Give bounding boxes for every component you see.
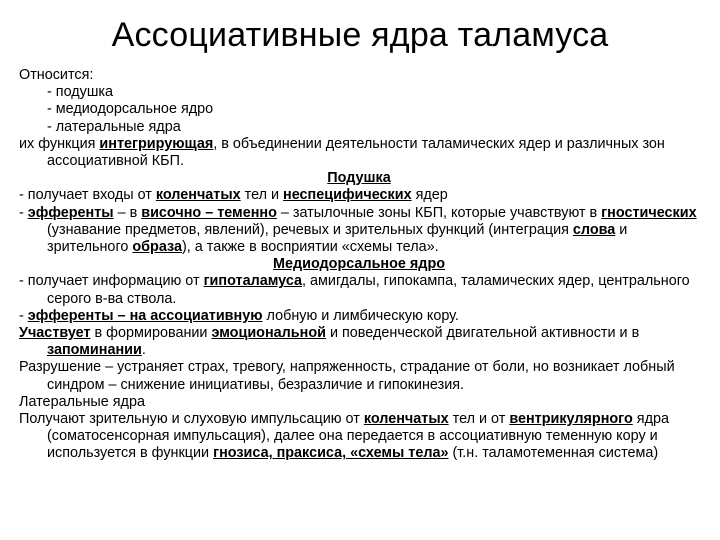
- text: , в объединении деятельности таламических ядер и различных зон ассоциативной КБП.: [47, 135, 665, 170]
- pulvinar-heading: [19, 170, 699, 187]
- text: -: [19, 204, 28, 221]
- emphasis: эфференты: [27, 204, 114, 221]
- md-heading: [19, 256, 699, 273]
- emphasis: эфференты: [27, 307, 114, 324]
- list-item: - латеральные ядра: [47, 118, 181, 135]
- text: Получают зрительную и слуховую импульсацию от: [19, 411, 364, 428]
- text: ядер: [411, 187, 448, 204]
- text: , амигдалы, гипокампа, таламических ядер, центрального серого в-ва ствола.: [47, 273, 690, 307]
- emphasis: слова: [572, 221, 616, 238]
- text: ядра (соматосенсорная импульсация), далее она передается в ассоциативную теменную кору и используется в функции: [47, 411, 669, 462]
- text: тел и: [240, 187, 284, 204]
- pulvinar-line-1: [19, 187, 699, 204]
- emphasis: ассоциативную: [150, 307, 263, 324]
- text: тел и от: [448, 411, 510, 428]
- text: - получает информацию от: [19, 273, 204, 290]
- function-paragraph: [19, 136, 699, 170]
- emphasis: неспецифических: [283, 187, 412, 204]
- emphasis: гипоталамуса: [203, 273, 303, 290]
- list-item: - подушка: [47, 84, 114, 101]
- text: (т.н. таламотеменная система): [448, 445, 659, 462]
- md-line-3: [19, 325, 699, 359]
- md-line-2: [19, 308, 699, 325]
- emphasis: височно – теменно: [141, 204, 277, 221]
- md-line-4: Разрушение – устраняет страх, тревогу, напряженность, страдание от боли, но возникает лобный синдром – снижение инициативы, безразличие и гипокинезия.: [19, 359, 675, 393]
- emphasis: эмоциональной: [211, 325, 326, 342]
- text: -: [19, 307, 28, 324]
- text: – затылочные зоны КБП, которые учавствуют в: [276, 204, 602, 221]
- relates-line: Относится:: [19, 67, 94, 83]
- lat-heading: Латеральные ядра: [19, 393, 145, 410]
- emphasis: образа: [132, 239, 182, 256]
- text: их функция: [19, 135, 100, 152]
- slide-title: Ассоциативные ядра таламуса: [111, 16, 609, 54]
- pulvinar-line-2: [19, 205, 699, 257]
- heading-text: Медиодорсальное ядро: [272, 256, 446, 273]
- heading-text: Подушка: [327, 170, 391, 187]
- text: лобную и лимбическую кору.: [262, 307, 459, 324]
- text: и зрительного: [47, 221, 628, 256]
- md-line-1: [19, 273, 699, 307]
- emphasis: вентрикулярного: [509, 411, 633, 428]
- text: и поведенческой двигательной активности и в: [325, 325, 640, 342]
- text: (узнавание предметов, явлений), речевых и зрительных функций (интеграция: [47, 221, 573, 238]
- text: – в: [113, 204, 142, 221]
- emphasis: коленчатых: [155, 187, 241, 204]
- text: .: [141, 342, 146, 359]
- text: - получает входы от: [19, 187, 156, 204]
- emphasis: запоминании: [47, 342, 142, 359]
- emphasis: гностических: [601, 204, 697, 221]
- emphasis: Участвует: [19, 325, 91, 342]
- text: ), а также в восприятии «схемы тела».: [182, 239, 439, 256]
- list-item: - медиодорсальное ядро: [47, 101, 214, 118]
- emphasis: коленчатых: [363, 411, 449, 428]
- text: в формировании: [90, 325, 212, 342]
- lat-line-1: [19, 411, 699, 463]
- emphasis: – на: [113, 307, 151, 324]
- emphasis: гнозиса, праксиса, «схемы тела»: [213, 445, 449, 462]
- emphasis: интегрирующая: [99, 135, 214, 152]
- slide-body: [19, 67, 699, 463]
